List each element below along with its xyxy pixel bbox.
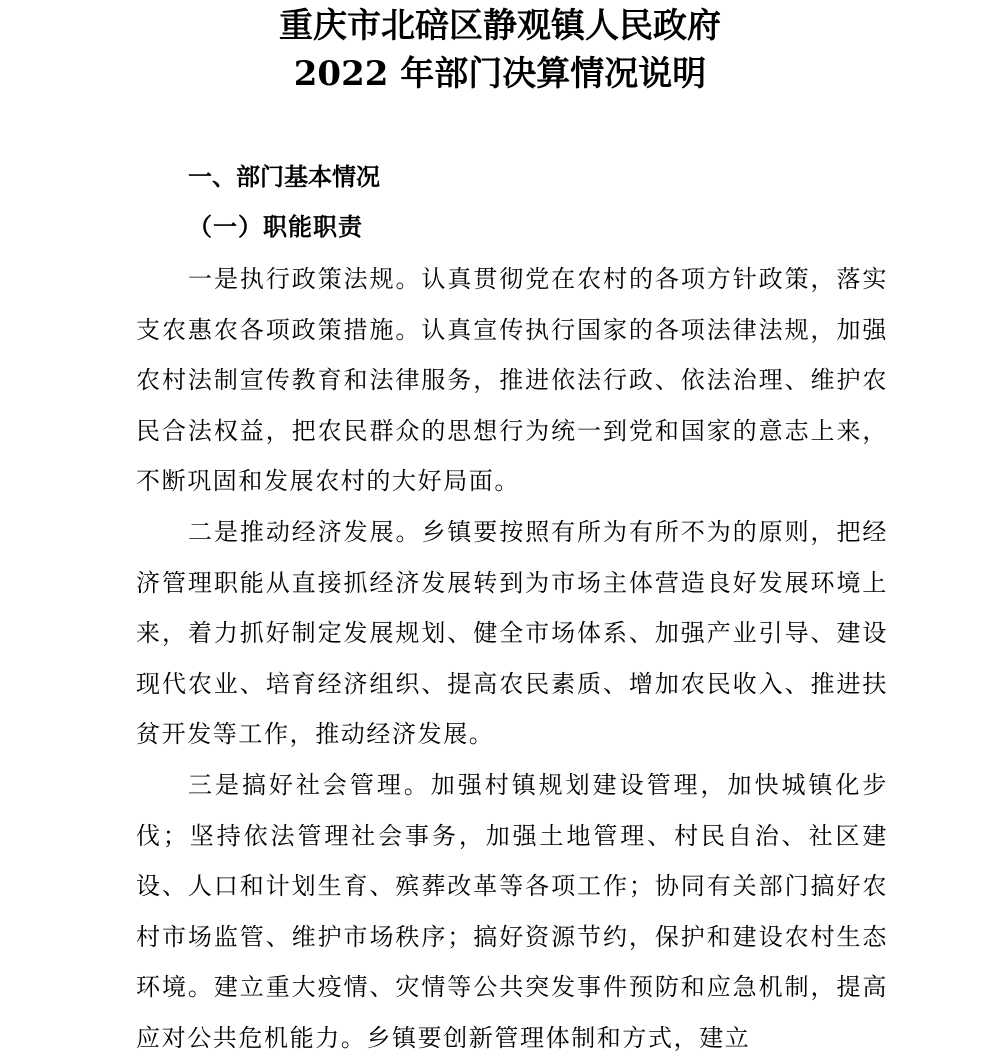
subsection-heading-functions: （一）职能职责 [188,212,363,241]
section-heading-basic-info: 一、部门基本情况 [188,163,380,191]
paragraph-social-management: 三是搞好社会管理。加强村镇规划建设管理，加快城镇化步伐；坚持依法管理社会事务，加强土地管理、村民自治、社区建设、人口和计划生育、殡葬改革等各项工作；协同有关部门搞好农村市场监管、维护市场秩序；搞好资源节约，保护和建设农村生态环境。建立重大疫情、灾情等公共突发事件预防和应急机制，提高应对公共危机能力。乡镇要创新管理体制和方式，建立 [136,771,888,1051]
paragraph-economy: 二是推动经济发展。乡镇要按照有所为有所不为的原则，把经济管理职能从直接抓经济发展转到为市场主体营造良好发展环境上来，着力抓好制定发展规划、健全市场体系、加强产业引导、建设现代农业、培育经济组织、提高农民素质、增加农民收入、推进扶贫开发等工作，推动经济发展。 [136,518,888,748]
document-title-line1: 重庆市北碚区静观镇人民政府 [279,6,721,46]
document-title-line2: 2022 年部门决算情况说明 [293,54,707,94]
paragraph-policy: 一是执行政策法规。认真贯彻党在农村的各项方针政策，落实支农惠农各项政策措施。认真宣传执行国家的各项法律法规，加强农村法制宣传教育和法律服务，推进依法行政、依法治理、维护农民合法权益，把农民群众的思想行为统一到党和国家的意志上来，不断巩固和发展农村的大好局面。 [136,265,888,495]
